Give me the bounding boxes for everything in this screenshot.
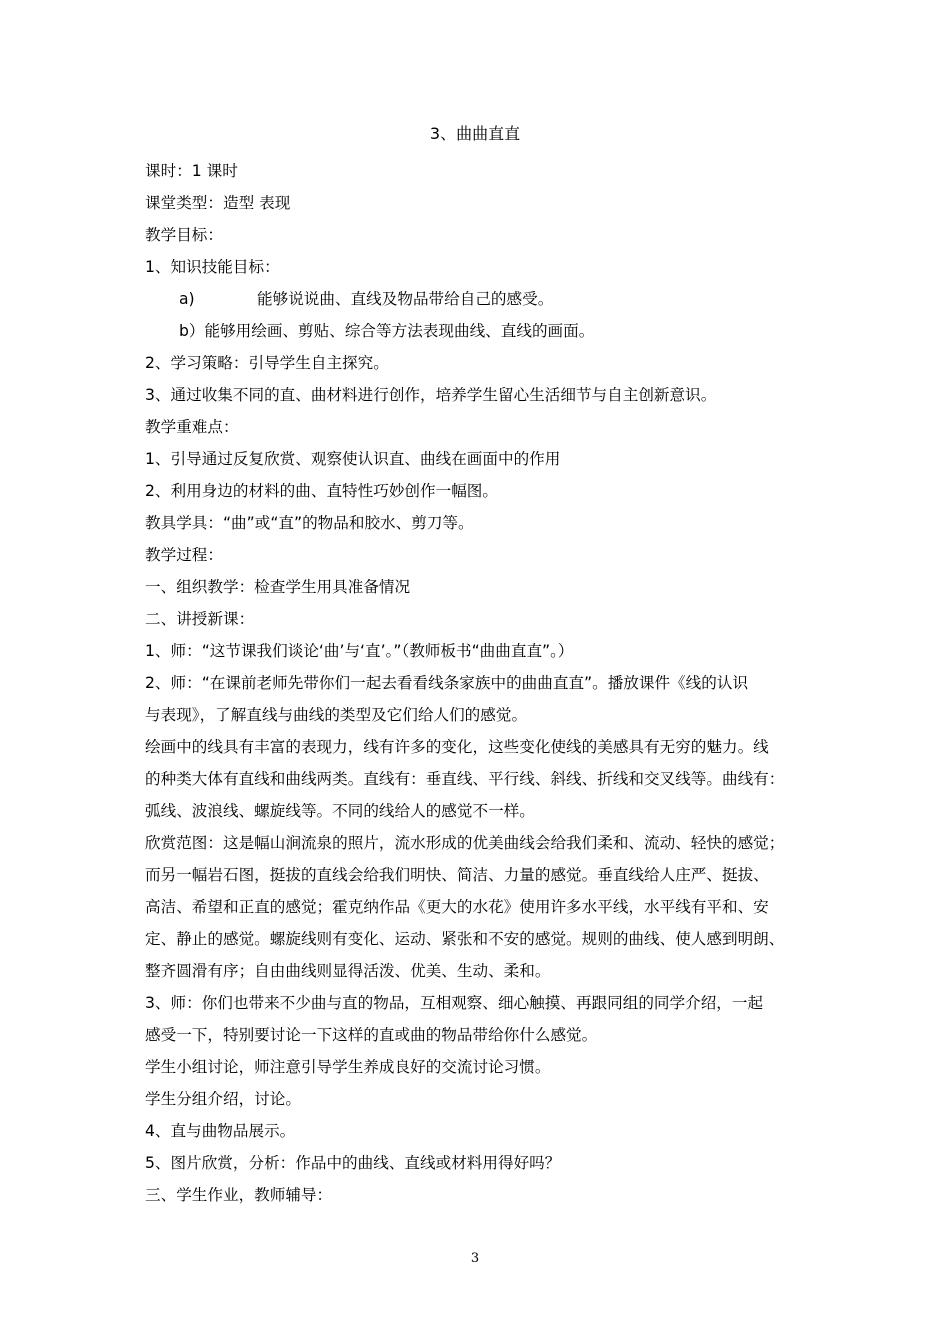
document-title: 3、曲曲直直 <box>429 124 521 143</box>
paragraph-line: 欣赏范图：这是幅山涧流泉的照片，流水形成的优美曲线会给我们柔和、流动、轻快的感觉； <box>145 834 785 852</box>
paragraph-line: 4、直与曲物品展示。 <box>145 1122 296 1140</box>
process-heading: 教学过程： <box>145 546 223 564</box>
paragraph-line: 1、引导通过反复欣赏、观察使认识直、曲线在画面中的作用 <box>145 450 561 468</box>
lesson-hours-line: 课时：1 课时 <box>145 162 238 180</box>
paragraph-line: 3、师：你们也带来不少曲与直的物品，互相观察、细心触摸、再跟同组的同学介绍，一起 <box>145 994 764 1012</box>
paragraph-line: 弧线、波浪线、螺旋线等。不同的线给人的感觉不一样。 <box>145 802 535 820</box>
key-points-heading: 教学重难点： <box>145 418 239 436</box>
document-body <box>145 155 810 1243</box>
lesson-type-line: 课堂类型：造型 表现 <box>145 194 291 212</box>
paragraph-line: 而另一幅岩石图，挺拔的直线会给我们明快、简洁、力量的感觉。垂直线给人庄严、挺拔、 <box>145 866 769 884</box>
paragraph-line: 学生小组讨论，师注意引导学生养成良好的交流讨论习惯。 <box>145 1058 551 1076</box>
objective-b-line: b）能够用绘画、剪贴、综合等方法表现曲线、直线的画面。 <box>179 322 595 340</box>
paragraph-line: 的种类大体有直线和曲线两类。直线有：垂直线、平行线、斜线、折线和交叉线等。曲线有： <box>145 770 785 788</box>
paragraph-line <box>145 1211 810 1243</box>
paragraph-line: 学生分组介绍，讨论。 <box>145 1090 301 1108</box>
paragraph-line: 定、静止的感觉。螺旋线则有变化、运动、紧张和不安的感觉。规则的曲线、使人感到明朗、 <box>145 930 785 948</box>
materials-line: 教具学具：“曲”或“直”的物品和胶水、剪刀等。 <box>145 514 474 532</box>
paragraph-line: 三、学生作业，教师辅导： <box>145 1186 333 1204</box>
paragraph-line: 二、讲授新课： <box>145 610 255 628</box>
paragraph-line: 整齐圆滑有序；自由曲线则显得活泼、优美、生动、柔和。 <box>145 962 551 980</box>
paragraph-line: 3、通过收集不同的直、曲材料进行创作，培养学生留心生活细节与自主创新意识。 <box>145 386 717 404</box>
paragraph-line: 感受一下，特别要讨论一下这样的直或曲的物品带给你什么感觉。 <box>145 1026 598 1044</box>
paragraph-line: 2、学习策略：引导学生自主探究。 <box>145 354 389 372</box>
objective-a-line <box>145 283 810 315</box>
knowledge-goal-line: 1、知识技能目标： <box>145 258 280 276</box>
paragraph-line: 与表现》，了解直线与曲线的类型及它们给人们的感觉。 <box>145 706 528 724</box>
paragraph-line: 绘画中的线具有丰富的表现力，线有许多的变化，这些变化使线的美感具有无穷的魅力。线 <box>145 738 769 756</box>
paragraph-line: 一、组织教学：检查学生用具准备情况 <box>145 578 411 596</box>
paragraph-line: 2、利用身边的材料的曲、直特性巧妙创作一幅图。 <box>145 482 498 500</box>
page-number: 3 <box>470 1251 480 1266</box>
paragraph-line: 1、师：“这节课我们谈论‘曲’与‘直’。”（教师板书“曲曲直直”。） <box>145 642 574 660</box>
objectives-heading: 教学目标： <box>145 226 223 244</box>
paragraph-line: 2、师：“在课前老师先带你们一起去看看线条家族中的曲曲直直”。播放课件《线的认识 <box>145 674 749 692</box>
paragraph-line: 5、图片欣赏，分析：作品中的曲线、直线或材料用得好吗？ <box>145 1154 561 1172</box>
objective-a-marker: a) <box>179 290 195 308</box>
paragraph-line: 高洁、希望和正直的感觉；霍克纳作品《更大的水花》使用许多水平线，水平线有平和、安 <box>145 898 769 916</box>
objective-a-text: 能够说说曲、直线及物品带给自己的感受。 <box>257 290 554 308</box>
